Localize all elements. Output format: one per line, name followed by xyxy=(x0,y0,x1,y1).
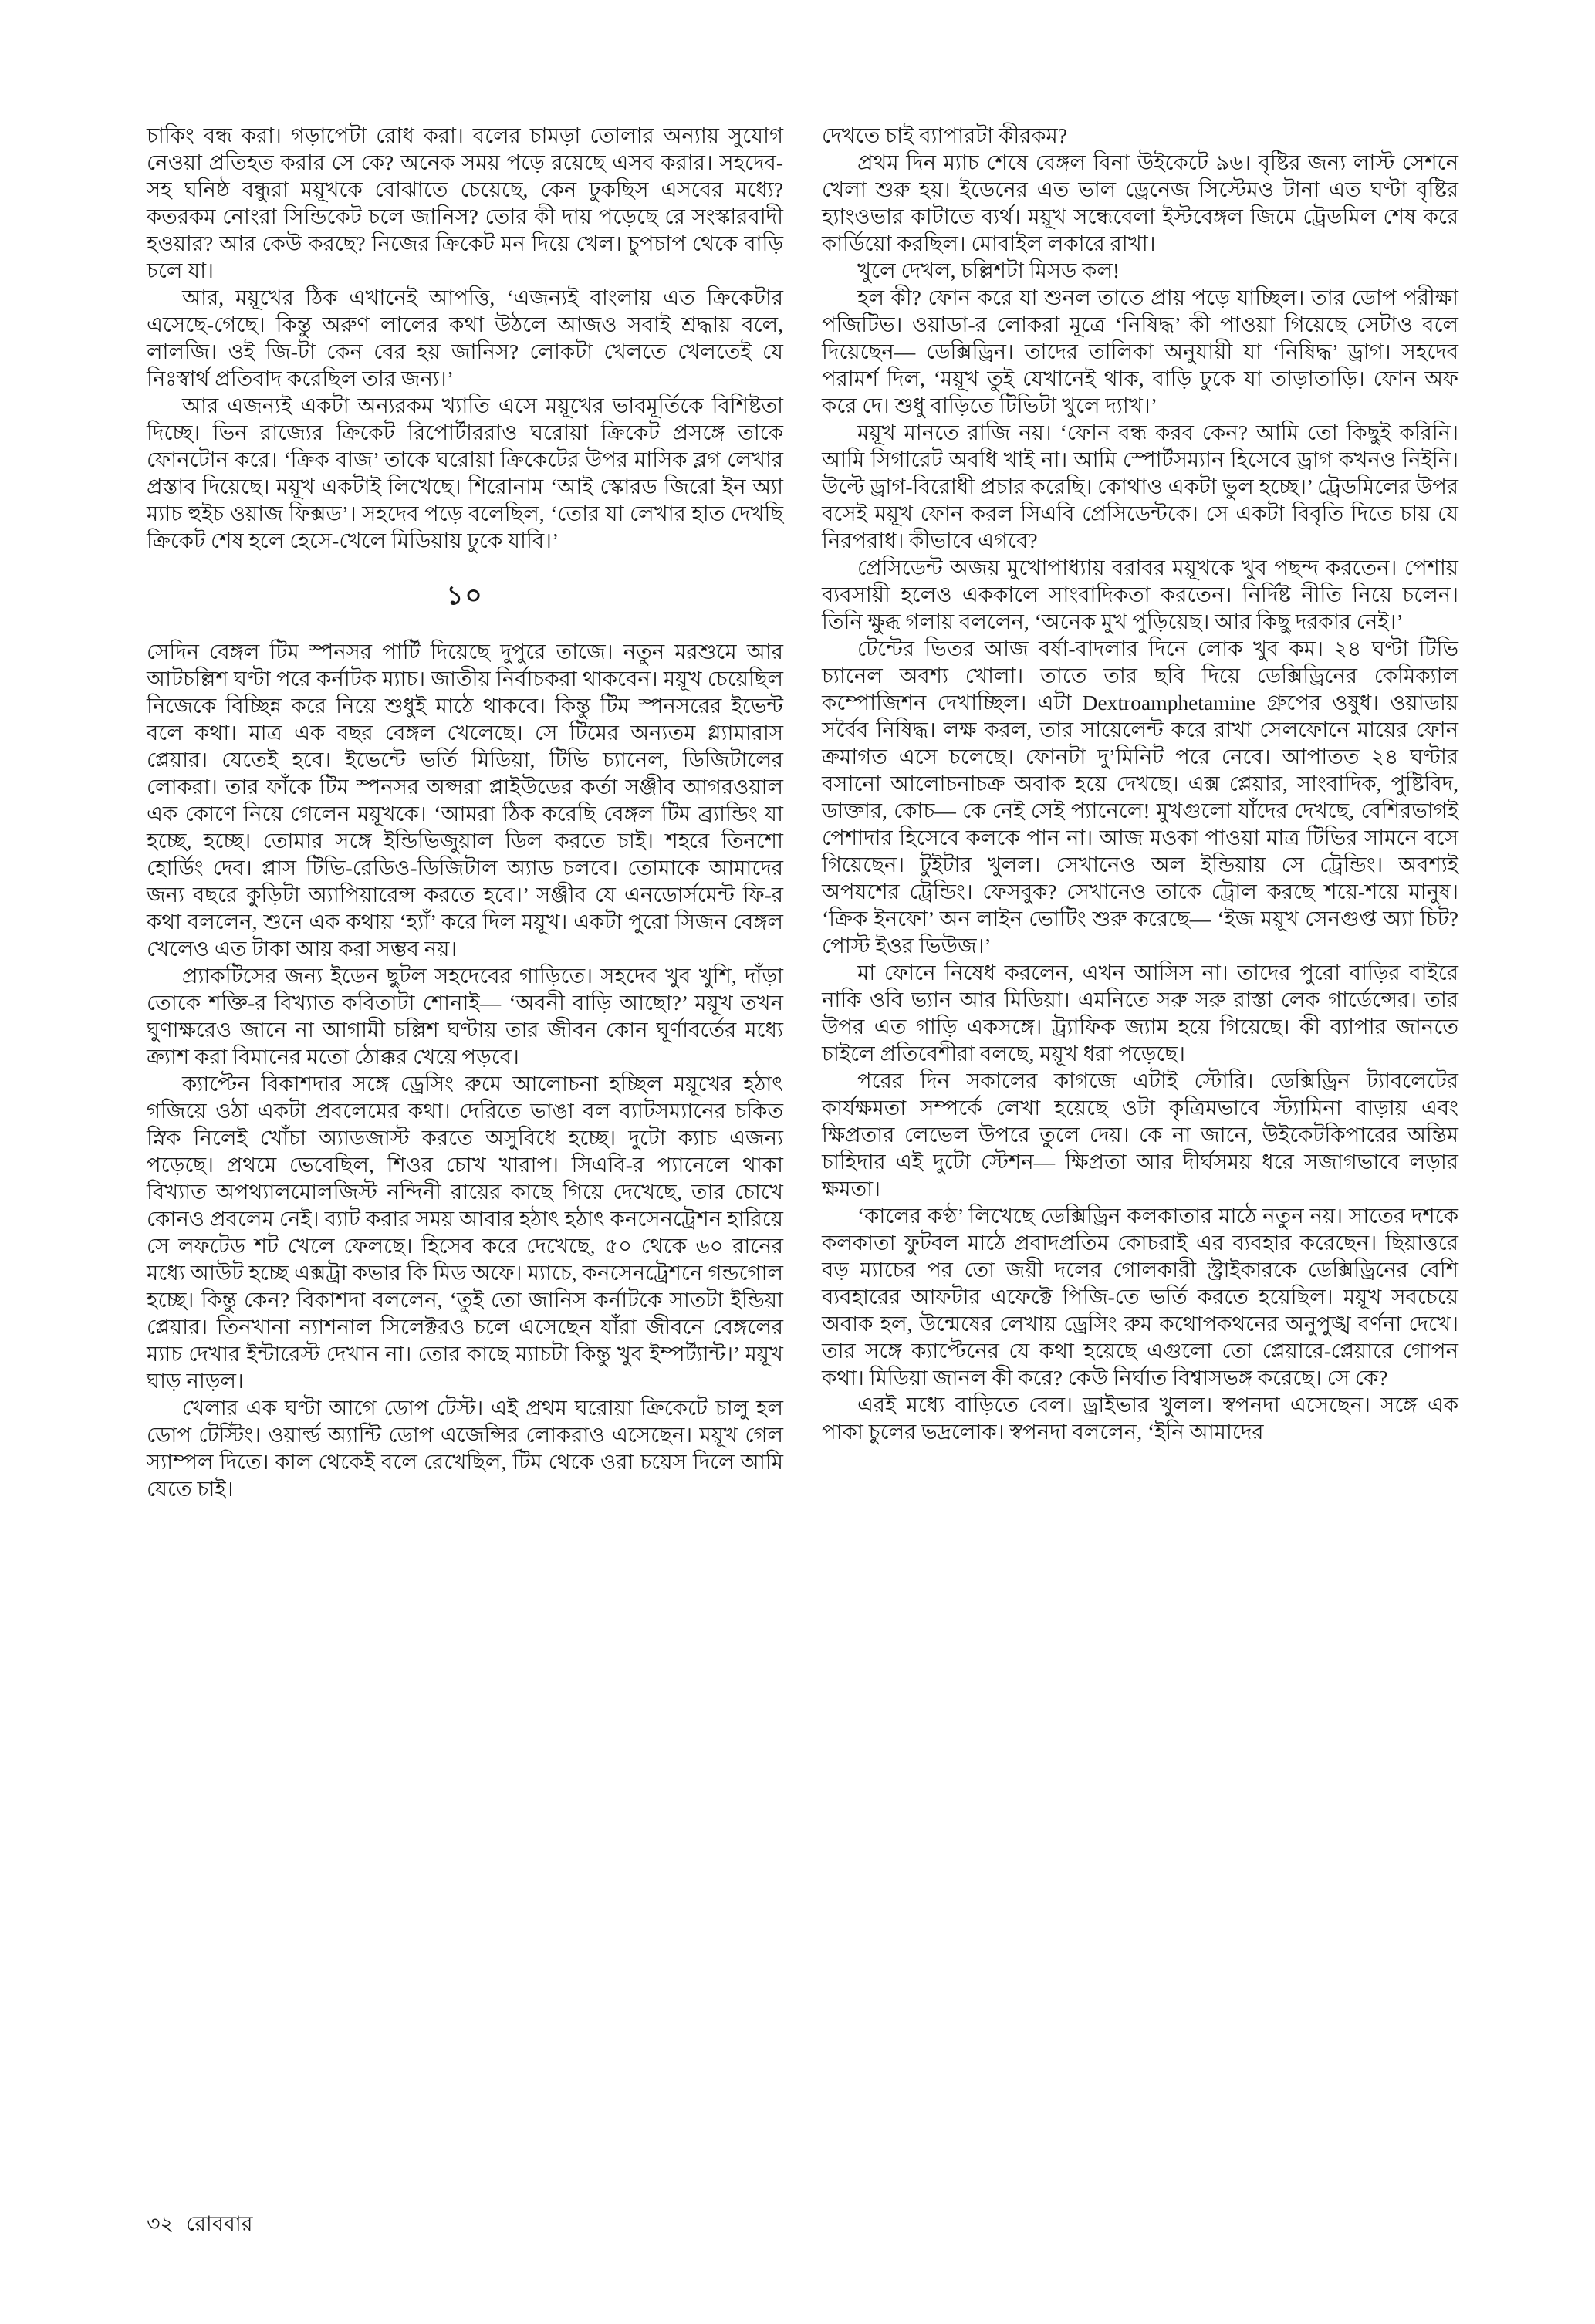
paragraph: টেন্টের ভিতর আজ বর্ষা-বাদলার দিনে লোক খুব কম। ২৪ ঘণ্টা টিভি চ্যানেল অবশ্য খোলা। তাতে তার ছবি দিয়ে ডেক্সিড্রিনের কেমিক্যাল কম্পোজিশন দেখাচ্ছিল। এটা Dextroamphetamine গ্রুপের ওষুধ। ওয়াডায় সর্বৈব নিষিদ্ধ। লক্ষ করল, তার সায়েলেন্ট করে রাখা সেলফোনে মায়ের ফোন ক্রমাগত এসে চলেছে। ফোনটা দু’মিনিট পরে নেবে। আপাতত ২৪ ঘণ্টার বসানো আলোচনাচক্র অবাক হয়ে দেখছে। এক্স প্লেয়ার, সাংবাদিক, পুষ্টিবিদ, ডাক্তার, কোচ— কে নেই সেই প্যানেলে! মুখগুলো যাঁদের দেখছে, বেশিরভাগই পেশাদার হিসেবে কলকে পান না। আজ মওকা পাওয়া মাত্র টিভির সামনে বসে গিয়েছেন। টুইটার খুলল। সেখানেও অল ইন্ডিয়ায় সে ট্রেন্ডিং। অবশ্যই অপযশের ট্রেন্ডিং। ফেসবুক? সেখানেও তাকে ট্রোল করছে শয়ে-শয়ে মানুষ। ‘ক্রিক ইনফো’ অন লাইন ভোটিং শুরু করেছে— ‘ইজ ময়ূখ সেনগুপ্ত অ্যা চিট? পোস্ট ইওর ভিউজ।’ xyxy=(822,637,1458,958)
paragraph: আর এজন্যই একটা অন্যরকম খ্যাতি এসে ময়ূখের ভাবমূর্তিকে বিশিষ্টতা দিচ্ছে। ভিন রাজ্যের ক্রিকেট রিপোর্টাররাও ঘরোয়া ক্রিকেট প্রসঙ্গে তাকে ফোনটোন করে। ‘ক্রিক বাজ’ তাকে ঘরোয়া ক্রিকেটের উপর মাসিক ব্লগ লেখার প্রস্তাব দিয়েছে। ময়ূখ একটাই লিখেছে। শিরোনাম ‘আই স্কোরড জিরো ইন অ্যা ম্যাচ হুইচ ওয়াজ ফিক্সড’। সহদেব পড়ে বলেছিল, ‘তোর যা লেখার হাত দেখছি ক্রিকেট শেষ হলে হেসে-খেলে মিডিয়ায় ঢুকে যাবি।’ xyxy=(147,394,783,552)
section-number: ১০ xyxy=(446,582,484,610)
magazine-name: রোববার xyxy=(186,2212,253,2235)
left-column xyxy=(147,122,783,1502)
paragraph: দেখতে চাই ব্যাপারটা কীরকম? xyxy=(822,123,1068,147)
right-column xyxy=(822,122,1458,1502)
page-number: ৩২ xyxy=(147,2212,174,2235)
paragraph: এরই মধ্যে বাড়িতে বেল। ড্রাইভার খুলল। স্বপনদা এসেছেন। সঙ্গে এক পাকা চুলের ভদ্রলোক। স্বপনদা বললেন, ‘ইনি আমাদের xyxy=(822,1393,1458,1444)
paragraph: ক্যাপ্টেন বিকাশদার সঙ্গে ড্রেসিং রুমে আলোচনা হচ্ছিল ময়ূখের হঠাৎ গজিয়ে ওঠা একটা প্রবলেমের কথা। দেরিতে ভাঙা বল ব্যাটসম্যানের চকিত স্নিক নিলেই খোঁচা অ্যাডজাস্ট করতে অসুবিধে হচ্ছে। দুটো ক্যাচ এজন্য পড়েছে। প্রথমে ভেবেছিল, শিওর চোখ খারাপ। সিএবি-র প্যানেলে থাকা বিখ্যাত অপথ্যালমোলজিস্ট নন্দিনী রায়ের কাছে গিয়ে দেখেছে, তার চোখে কোনও প্রবলেম নেই। ব্যাট করার সময় আবার হঠাৎ হঠাৎ কনসেনট্রেশন হারিয়ে সে লফটেড শট খেলে ফেলছে। হিসেব করে দেখেছে, ৫০ থেকে ৬০ রানের মধ্যে আউট হচ্ছে এক্সট্রা কভার কি মিড অফে। ম্যাচে, কনসেনট্রেশনে গন্ডগোল হচ্ছে। কিন্তু কেন? বিকাশদা বললেন, ‘তুই তো জানিস কর্নাটকে সাতটা ইন্ডিয়া প্লেয়ার। তিনখানা ন্যাশনাল সিলেক্টরও চলে এসেছেন যাঁরা জীবনে বেঙ্গলের ম্যাচ দেখার ইন্টারেস্ট দেখান না। তোর কাছে ম্যাচটা কিন্তু খুব ইম্পর্ট্যান্ট।’ ময়ূখ ঘাড় নাড়ল। xyxy=(147,1072,783,1393)
paragraph: হল কী? ফোন করে যা শুনল তাতে প্রায় পড়ে যাচ্ছিল। তার ডোপ পরীক্ষা পজিটিভ। ওয়াডা-র লোকরা মূত্রে ‘নিষিদ্ধ’ কী পাওয়া গিয়েছে সেটাও বলে দিয়েছেন— ডেক্সিড্রিন। তাদের তালিকা অনুযায়ী যা ‘নিষিদ্ধ’ ড্রাগ। সহদেব পরামর্শ দিল, ‘ময়ূখ তুই যেখানেই থাক, বাড়ি ঢুকে যা তাড়াতাড়ি। ফোন অফ করে দে। শুধু বাড়িতে টিভিটা খুলে দ্যাখ।’ xyxy=(822,285,1458,417)
paragraph: ময়ূখ মানতে রাজি নয়। ‘ফোন বন্ধ করব কেন? আমি তো কিছুই করিনি। আমি সিগারেট অবধি খাই না। আমি স্পোর্টসম্যান হিসেবে ড্রাগ কখনও নিইনি। উল্টে ড্রাগ-বিরোধী প্রচার করেছি। কোথাও একটা ভুল হচ্ছে।’ ট্রেডমিলের উপর বসেই ময়ূখ ফোন করল সিএবি প্রেসিডেন্টকে। সে একটা বিবৃতি দিতে চায় যে নিরপরাধ। কীভাবে এগবে? xyxy=(822,421,1458,552)
paragraph: আর, ময়ূখের ঠিক এখানেই আপত্তি, ‘এজন্যই বাংলায় এত ক্রিকেটার এসেছে-গেছে। কিন্তু অরুণ লালের কথা উঠলে আজও সবাই শ্রদ্ধায় বলে, লালজি। ওই জি-টা কেন বের হয় জানিস? লোকটা খেলতে খেলতেই যে নিঃস্বার্থ প্রতিবাদ করেছিল তার জন্য।’ xyxy=(147,285,783,390)
paragraph: চাকিং বন্ধ করা। গড়াপেটা রোধ করা। বলের চামড়া তোলার অন্যায় সুযোগ নেওয়া প্রতিহত করার সে কে? অনেক সময় পড়ে রয়েছে এসব করার। সহদেব-সহ ঘনিষ্ঠ বন্ধুরা ময়ূখকে বোঝাতে চেয়েছে, কেন ঢুকছিস এসবের মধ্যে? কতরকম নোংরা সিন্ডিকেট চলে জানিস? তোর কী দায় পড়েছে রে সংস্কারবাদী হওয়ার? আর কেউ করছে? নিজের ক্রিকেট মন দিয়ে খেল। চুপচাপ থেকে বাড়ি চলে যা। xyxy=(147,123,783,282)
page-footer xyxy=(147,2208,253,2243)
paragraph: খুলে দেখল, চল্লিশটা মিসড কল! xyxy=(857,258,1120,282)
paragraph: পরের দিন সকালের কাগজে এটাই স্টোরি। ডেক্সিড্রিন ট্যাবলেটের কার্যক্ষমতা সম্পর্কে লেখা হয়েছে ওটা কৃত্রিমভাবে স্ট্যামিনা বাড়ায় এবং ক্ষিপ্রতার লেভেল উপরে তুলে দেয়। কে না জানে, উইকেটকিপারের অন্তিম চাহিদার এই দুটো স্টেশন— ক্ষিপ্রতা আর দীর্ঘসময় ধরে সজাগভাবে লড়ার ক্ষমতা। xyxy=(822,1069,1458,1201)
paragraph: মা ফোনে নিষেধ করলেন, এখন আসিস না। তাদের পুরো বাড়ির বাইরে নাকি ওবি ভ্যান আর মিডিয়া। এমনিতে সরু সরু রাস্তা লেক গার্ডেন্সের। তার উপর এত গাড়ি একসঙ্গে। ট্র্যাফিক জ্যাম হয়ে গিয়েছে। কী ব্যাপার জানতে চাইলে প্রতিবেশীরা বলছে, ময়ূখ ধরা পড়েছে। xyxy=(822,961,1458,1066)
text-columns xyxy=(147,122,1458,1502)
paragraph: সেদিন বেঙ্গল টিম স্পনসর পার্টি দিয়েছে দুপুরে তাজে। নতুন মরশুমে আর আটচল্লিশ ঘণ্টা পরে কর্নাটক ম্যাচ। জাতীয় নির্বাচকরা থাকবেন। ময়ূখ চেয়েছিল নিজেকে বিচ্ছিন্ন করে নিয়ে শুধুই মাঠে থাকবে। কিন্তু টিম স্পনসরের ইভেন্ট বলে কথা। মাত্র এক বছর বেঙ্গল খেলেছে। সে টিমের অন্যতম গ্ল্যামারাস প্লেয়ার। যেতেই হবে। ইভেন্টে ভর্তি মিডিয়া, টিভি চ্যানেল, ডিজিটালের লোকরা। তার ফাঁকে টিম স্পনসর অপ্সরা প্লাইউডের কর্তা সঞ্জীব আগরওয়াল এক কোণে নিয়ে গেলেন ময়ূখকে। ‘আমরা ঠিক করেছি বেঙ্গল টিম ব্র্যান্ডিং যা হচ্ছে, হচ্ছে। তোমার সঙ্গে ইন্ডিভিজুয়াল ডিল করতে চাই। শহরে তিনশো হোর্ডিং দেব। প্লাস টিভি-রেডিও-ডিজিটাল অ্যাড চলবে। তোমাকে আমাদের জন্য বছরে কুড়িটা অ্যাপিয়ারেন্স করতে হবে।’ সঞ্জীব যে এনডোর্সমেন্ট ফি-র কথা বললেন, শুনে এক কথায় ‘হ্যাঁ’ করে দিল ময়ূখ। একটা পুরো সিজন বেঙ্গল খেলেও এত টাকা আয় করা সম্ভব নয়। xyxy=(147,640,783,961)
paragraph: ‘কালের কণ্ঠ’ লিখেছে ডেক্সিড্রিন কলকাতার মাঠে নতুন নয়। সাতের দশকে কলকাতা ফুটবল মাঠে প্রবাদপ্রতিম কোচরাই এর ব্যবহার করেছেন। ছিয়াত্তরে বড় ম্যাচের পর তো জয়ী দলের গোলকারী স্ট্রাইকারকে ডেক্সিড্রিনের বেশি ব্যবহারের আফটার এফেক্টে পিজি-তে ভর্তি করতে হয়েছিল। ময়ূখ সবচেয়ে অবাক হল, উন্মেষের লেখায় ড্রেসিং রুম কথোপকথনের অনুপুঙ্খ বর্ণনা দেখে। তার সঙ্গে ক্যাপ্টেনের যে কথা হয়েছে এগুলো তো প্লেয়ারে-প্লেয়ারে গোপন কথা। মিডিয়া জানল কী করে? কেউ নির্ঘাত বিশ্বাসভঙ্গ করেছে। সে কে? xyxy=(822,1204,1458,1390)
paragraph: খেলার এক ঘণ্টা আগে ডোপ টেস্ট। এই প্রথম ঘরোয়া ক্রিকেটে চালু হল ডোপ টেস্টিং। ওয়ার্ল্ড অ্যান্টি ডোপ এজেন্সির লোকরাও এসেছেন। ময়ূখ গেল স্যাম্পল দিতে। কাল থেকেই বলে রেখেছিল, টিম থেকে ওরা চয়েস দিলে আমি যেতে চাই। xyxy=(147,1396,783,1501)
paragraph: প্রেসিডেন্ট অজয় মুখোপাধ্যায় বরাবর ময়ূখকে খুব পছন্দ করতেন। পেশায় ব্যবসায়ী হলেও এককালে সাংবাদিকতা করতেন। নির্দিষ্ট নীতি নিয়ে চলেন। তিনি ক্ষুব্ধ গলায় বললেন, ‘অনেক মুখ পুড়িয়েছ। আর কিছু দরকার নেই।’ xyxy=(822,556,1458,633)
paragraph: প্রথম দিন ম্যাচ শেষে বেঙ্গল বিনা উইকেটে ৯৬। বৃষ্টির জন্য লাস্ট সেশনে খেলা শুরু হয়। ইডেনের এত ভাল ড্রেনেজ সিস্টেমও টানা এত ঘণ্টা বৃষ্টির হ্যাংওভার কাটাতে ব্যর্থ। ময়ূখ সন্ধেবেলা ইস্টবেঙ্গল জিমে ট্রেডমিল শেষ করে কার্ডিয়ো করছিল। মোবাইল লকারে রাখা। xyxy=(822,150,1458,255)
paragraph: প্র্যাকটিসের জন্য ইডেন ছুটল সহদেবের গাড়িতে। সহদেব খুব খুশি, দাঁড়া তোকে শক্তি-র বিখ্যাত কবিতাটা শোনাই— ‘অবনী বাড়ি আছো?’ ময়ূখ তখন ঘুণাক্ষরেও জানে না আগামী চল্লিশ ঘণ্টায় তার জীবন কোন ঘূর্ণাবর্তের মধ্যে ক্র্যাশ করা বিমানের মতো ঠোক্কর খেয়ে পড়বে। xyxy=(147,964,783,1069)
